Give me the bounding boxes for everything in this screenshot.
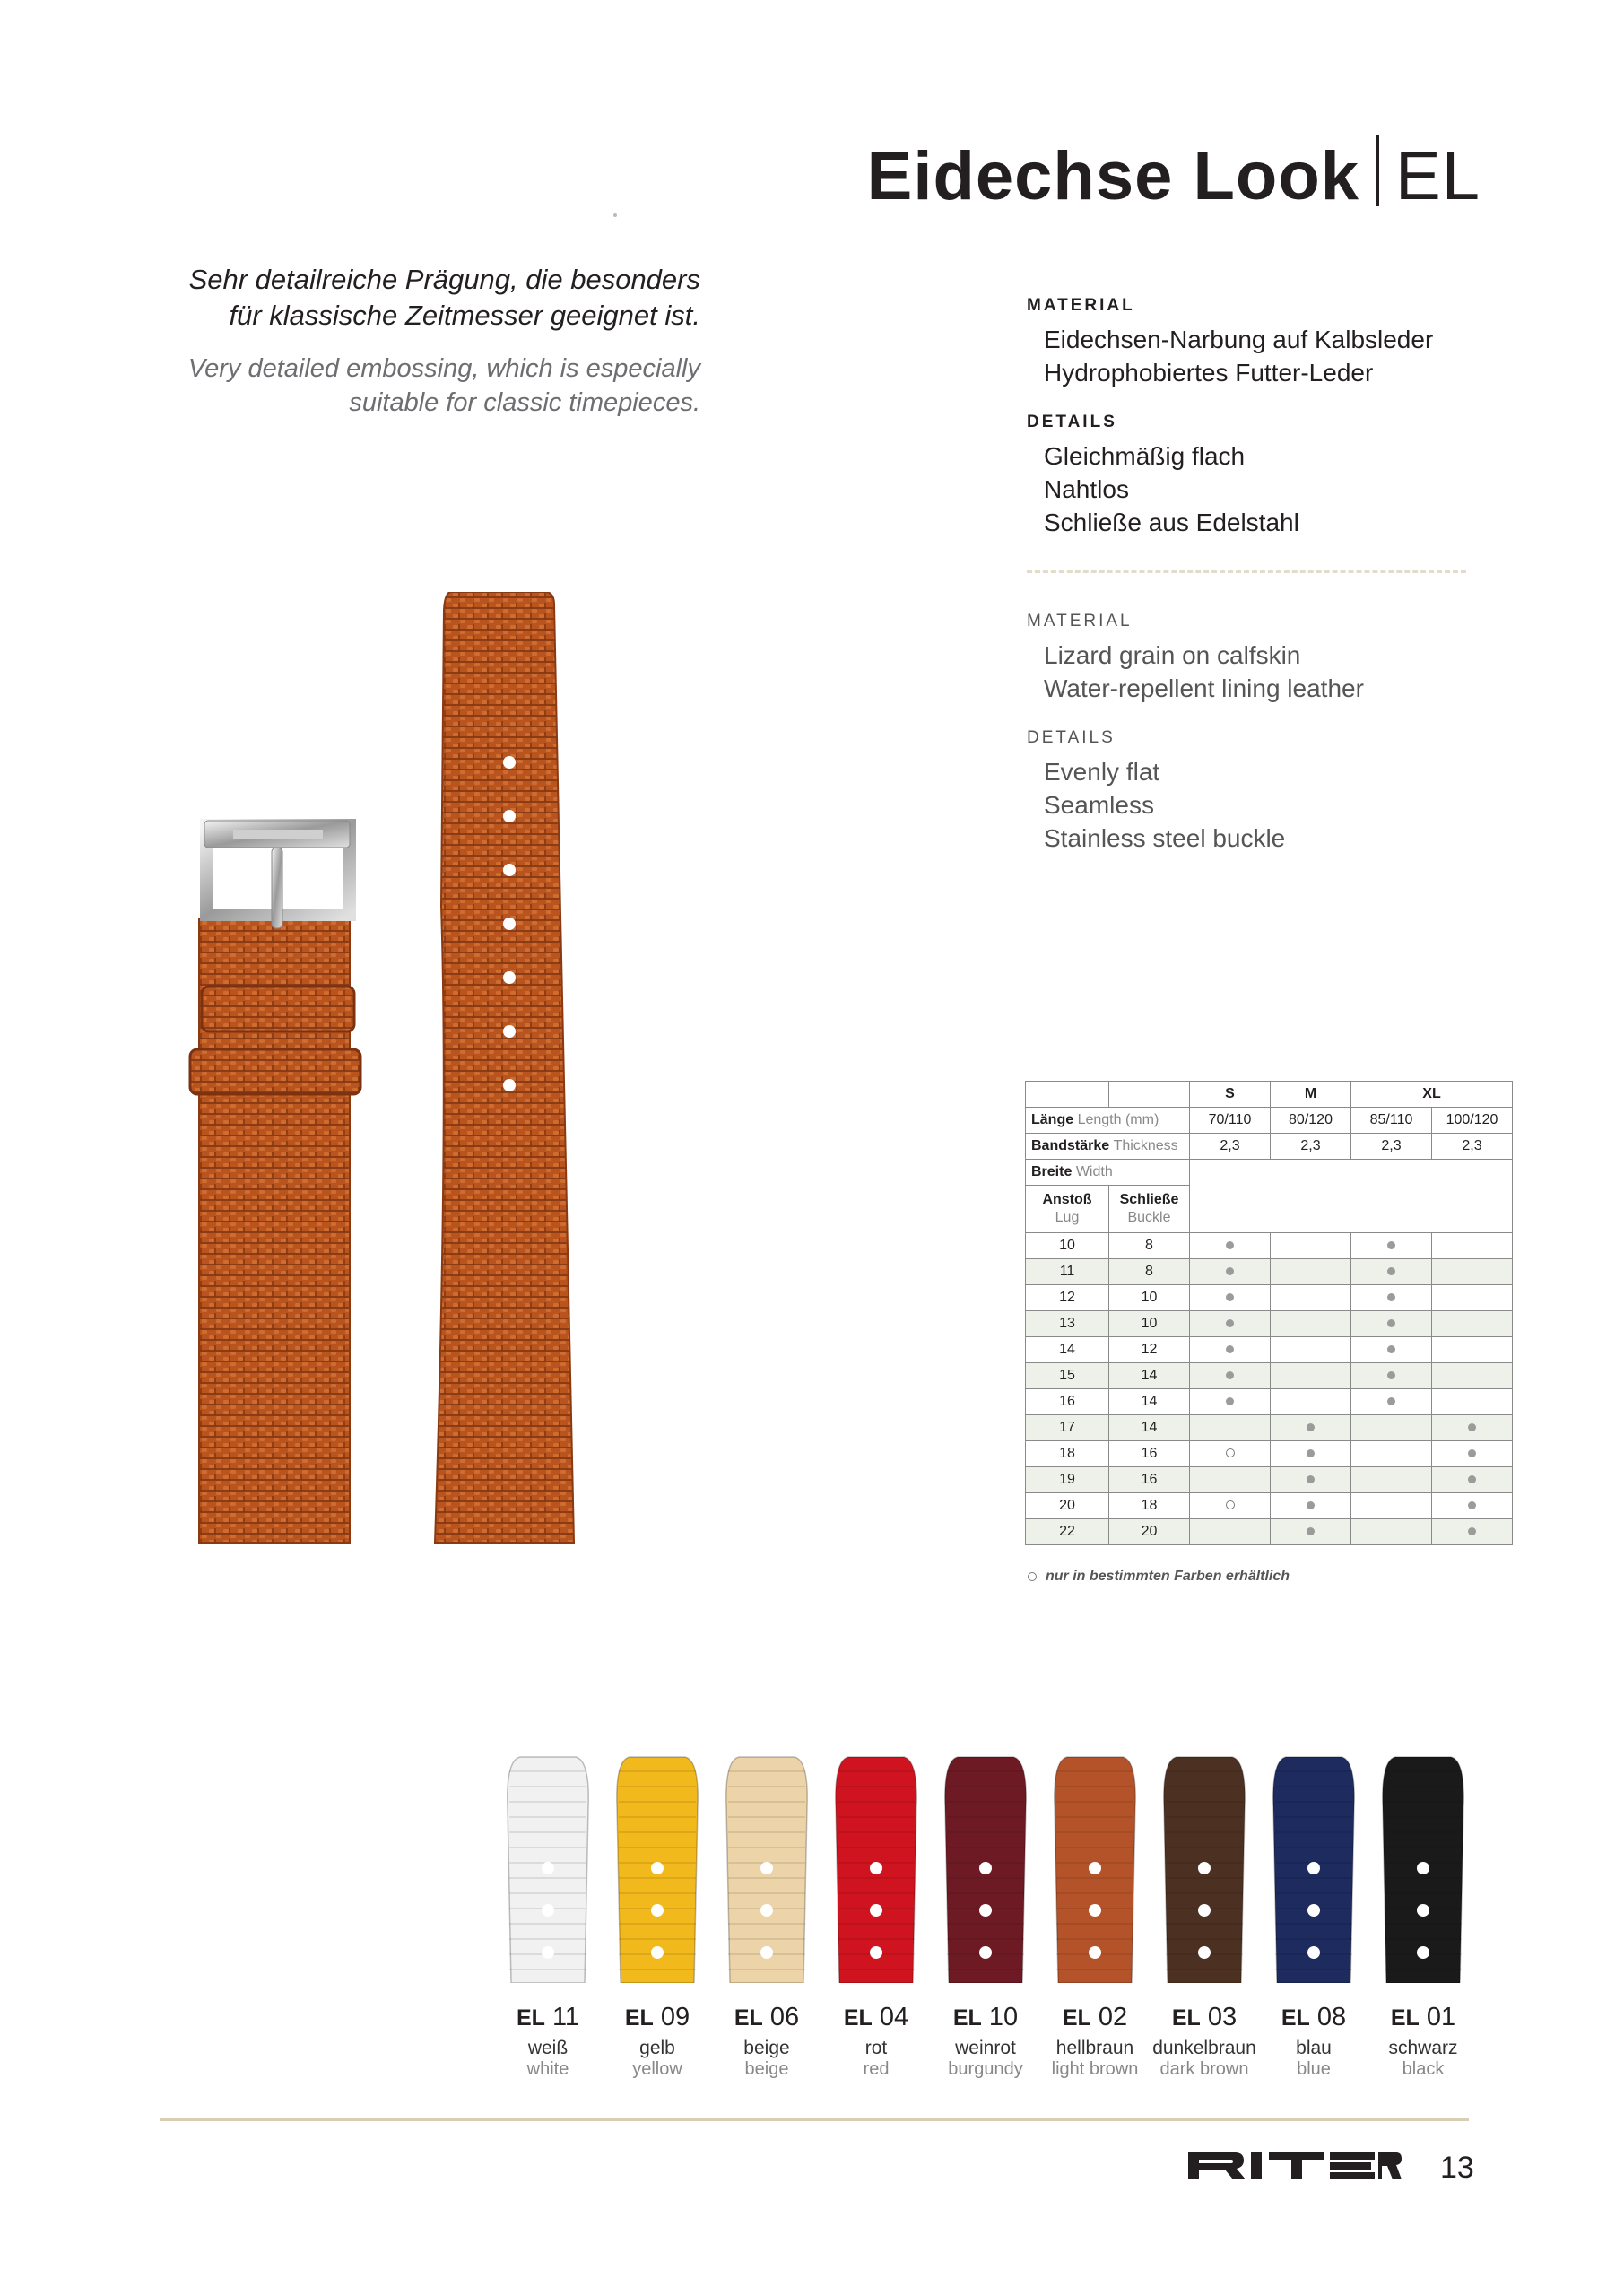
filled-dot-icon xyxy=(1387,1397,1395,1405)
size-header: M xyxy=(1271,1082,1351,1108)
strap-hole xyxy=(651,1946,664,1959)
filled-dot-icon xyxy=(1307,1475,1315,1483)
strap-swatch-image xyxy=(603,1753,712,1983)
availability-cell xyxy=(1190,1311,1271,1337)
availability-cell xyxy=(1432,1389,1513,1415)
size-header: S xyxy=(1190,1082,1271,1108)
length-value: 100/120 xyxy=(1432,1108,1513,1134)
size-rows xyxy=(1026,1233,1513,1545)
strap-hole xyxy=(651,1862,664,1874)
details-line: Schließe aus Edelstahl xyxy=(1044,509,1299,536)
strap-swatch-image xyxy=(493,1753,603,1983)
strap-hole xyxy=(542,1946,554,1959)
swatch-code: EL 10 xyxy=(952,2003,1019,2031)
swatch-code: EL 02 xyxy=(1062,2003,1128,2031)
availability-cell xyxy=(1271,1233,1351,1259)
filled-dot-icon xyxy=(1387,1241,1395,1249)
availability-cell xyxy=(1432,1311,1513,1337)
size-row xyxy=(1026,1441,1513,1467)
swatch-color-de: gelb xyxy=(639,2038,675,2058)
availability-cell xyxy=(1432,1493,1513,1519)
title-separator xyxy=(1376,135,1379,206)
swatch-color-en: black xyxy=(1402,2059,1445,2079)
swatch-color-de: schwarz xyxy=(1388,2038,1458,2058)
availability-cell xyxy=(1271,1311,1351,1337)
size-row xyxy=(1026,1363,1513,1389)
availability-cell xyxy=(1432,1259,1513,1285)
strap-hole xyxy=(870,1946,882,1959)
availability-cell xyxy=(1190,1363,1271,1389)
buckle-value: 16 xyxy=(1109,1467,1190,1493)
buckle-value: 8 xyxy=(1109,1233,1190,1259)
material-label: MATERIAL xyxy=(1027,296,1135,315)
footer-rule xyxy=(160,2118,1469,2121)
size-row xyxy=(1026,1259,1513,1285)
swatch-color-en: light brown xyxy=(1051,2059,1139,2079)
availability-cell xyxy=(1190,1337,1271,1363)
strap-hole xyxy=(1089,1946,1101,1959)
availability-cell xyxy=(1351,1311,1432,1337)
swatch-item xyxy=(1040,1753,1150,2080)
filled-dot-icon xyxy=(1226,1345,1234,1353)
filled-dot-icon xyxy=(1387,1345,1395,1353)
filled-dot-icon xyxy=(1226,1319,1234,1327)
buckle-value: 10 xyxy=(1109,1311,1190,1337)
swatch-color-en: red xyxy=(863,2059,890,2079)
swatch-color-de: weinrot xyxy=(955,2038,1016,2058)
intro-text xyxy=(126,262,700,420)
lug-value: 10 xyxy=(1026,1233,1109,1259)
availability-cell xyxy=(1190,1493,1271,1519)
size-row xyxy=(1026,1493,1513,1519)
availability-cell xyxy=(1432,1337,1513,1363)
size-row xyxy=(1026,1337,1513,1363)
availability-cell xyxy=(1271,1441,1351,1467)
material-line-en: Lizard grain on calfskin xyxy=(1044,641,1301,669)
swatch-color-en: white xyxy=(526,2059,569,2079)
filled-dot-icon xyxy=(1387,1371,1395,1379)
intro-en xyxy=(126,352,700,420)
intro-en-line: Very detailed embossing, which is especially xyxy=(187,354,700,383)
color-swatches xyxy=(493,1753,1471,2112)
swatch-code: EL 03 xyxy=(1171,2003,1238,2031)
swatch-color-de: blau xyxy=(1296,2038,1332,2058)
buckle-value: 10 xyxy=(1109,1285,1190,1311)
strap-swatch-image xyxy=(821,1753,931,1983)
availability-cell xyxy=(1271,1389,1351,1415)
strap-hole xyxy=(760,1946,773,1959)
section-divider xyxy=(1027,570,1466,573)
lug-header: Anstoß Lug xyxy=(1026,1186,1109,1233)
size-header: XL xyxy=(1351,1082,1513,1108)
strap-hole xyxy=(1417,1946,1429,1959)
filled-dot-icon xyxy=(1387,1267,1395,1275)
lug-value: 14 xyxy=(1026,1337,1109,1363)
lug-value: 15 xyxy=(1026,1363,1109,1389)
availability-cell xyxy=(1432,1441,1513,1467)
lug-value: 22 xyxy=(1026,1519,1109,1545)
availability-cell xyxy=(1351,1519,1432,1545)
filled-dot-icon xyxy=(1226,1397,1234,1405)
filled-dot-icon xyxy=(1468,1449,1476,1457)
availability-cell xyxy=(1351,1467,1432,1493)
swatch-item xyxy=(1150,1753,1259,2080)
open-circle-icon xyxy=(1226,1500,1235,1509)
buckle-value: 14 xyxy=(1109,1363,1190,1389)
availability-cell xyxy=(1432,1519,1513,1545)
filled-dot-icon xyxy=(1468,1475,1476,1483)
thickness-value: 2,3 xyxy=(1432,1134,1513,1160)
specs-german xyxy=(1027,296,1529,562)
swatch-code: EL 01 xyxy=(1390,2003,1456,2031)
filled-dot-icon xyxy=(1307,1527,1315,1535)
size-legend: nur in bestimmten Farben erhältlich xyxy=(1028,1569,1290,1585)
availability-cell xyxy=(1351,1363,1432,1389)
title-main: Eidechse Look xyxy=(866,138,1360,214)
open-circle-icon xyxy=(1226,1448,1235,1457)
availability-cell xyxy=(1190,1389,1271,1415)
swatch-color-en: burgundy xyxy=(948,2059,1023,2079)
length-value: 80/120 xyxy=(1271,1108,1351,1134)
swatch-item xyxy=(493,1753,603,2080)
strap-hole xyxy=(979,1904,992,1917)
strap-swatch-image xyxy=(1368,1753,1478,1983)
filled-dot-icon xyxy=(1468,1501,1476,1509)
decorative-dot xyxy=(613,213,617,217)
availability-cell xyxy=(1432,1285,1513,1311)
swatch-item xyxy=(712,1753,821,2080)
details-label-en: DETAILS xyxy=(1027,728,1116,747)
swatch-item xyxy=(1259,1753,1368,2080)
strap-hole xyxy=(979,1946,992,1959)
thickness-value: 2,3 xyxy=(1351,1134,1432,1160)
intro-en-line: suitable for classic timepieces. xyxy=(349,388,700,417)
swatch-item xyxy=(1368,1753,1478,2080)
swatch-item xyxy=(931,1753,1040,2080)
thickness-value: 2,3 xyxy=(1190,1134,1271,1160)
filled-dot-icon xyxy=(1226,1371,1234,1379)
page-title xyxy=(867,135,1481,215)
swatch-code: EL 09 xyxy=(624,2003,690,2031)
material-line: Hydrophobiertes Futter-Leder xyxy=(1044,359,1374,387)
availability-cell xyxy=(1432,1233,1513,1259)
swatch-code: EL 04 xyxy=(843,2003,909,2031)
filled-dot-icon xyxy=(1226,1241,1234,1249)
availability-cell xyxy=(1351,1415,1432,1441)
buckle-value: 14 xyxy=(1109,1415,1190,1441)
swatch-color-en: yellow xyxy=(632,2059,682,2079)
availability-cell xyxy=(1351,1337,1432,1363)
lug-value: 13 xyxy=(1026,1311,1109,1337)
strap-hole xyxy=(760,1904,773,1917)
swatch-color-de: hellbraun xyxy=(1055,2038,1134,2058)
lug-value: 16 xyxy=(1026,1389,1109,1415)
strap-swatch-image xyxy=(1259,1753,1368,1983)
length-value: 85/110 xyxy=(1351,1108,1432,1134)
swatch-code: EL 08 xyxy=(1281,2003,1347,2031)
specs-english xyxy=(1027,612,1529,878)
buckle-value: 16 xyxy=(1109,1441,1190,1467)
availability-cell xyxy=(1432,1415,1513,1441)
thickness-value: 2,3 xyxy=(1271,1134,1351,1160)
size-table xyxy=(1025,1081,1513,1545)
strap-hole xyxy=(1307,1904,1320,1917)
strap-hole xyxy=(870,1862,882,1874)
strap-hole xyxy=(1089,1904,1101,1917)
availability-cell xyxy=(1271,1363,1351,1389)
swatch-item xyxy=(603,1753,712,2080)
availability-cell xyxy=(1432,1467,1513,1493)
intro-de xyxy=(126,262,700,334)
strap-hole xyxy=(1089,1862,1101,1874)
filled-dot-icon xyxy=(1307,1449,1315,1457)
strap-hole xyxy=(1198,1862,1211,1874)
material-label-en: MATERIAL xyxy=(1027,612,1133,631)
filled-dot-icon xyxy=(1307,1501,1315,1509)
strap-swatch-image xyxy=(931,1753,1040,1983)
strap-hole xyxy=(870,1904,882,1917)
availability-cell xyxy=(1351,1493,1432,1519)
availability-cell xyxy=(1351,1259,1432,1285)
strap-hole xyxy=(542,1904,554,1917)
details-line-en: Evenly flat xyxy=(1044,758,1160,786)
size-row xyxy=(1026,1519,1513,1545)
availability-cell xyxy=(1271,1285,1351,1311)
availability-cell xyxy=(1351,1233,1432,1259)
filled-dot-icon xyxy=(1387,1319,1395,1327)
strap-hole xyxy=(760,1862,773,1874)
page-number: 13 xyxy=(1440,2151,1474,2185)
intro-de-line: Sehr detailreiche Prägung, die besonders xyxy=(188,264,700,295)
width-label: Breite Width xyxy=(1026,1160,1190,1186)
availability-cell xyxy=(1190,1233,1271,1259)
strap-product-image xyxy=(179,592,610,1561)
strap-swatch-image xyxy=(1150,1753,1259,1983)
title-code: EL xyxy=(1395,138,1481,214)
availability-cell xyxy=(1190,1441,1271,1467)
lug-value: 18 xyxy=(1026,1441,1109,1467)
strap-hole xyxy=(651,1904,664,1917)
swatch-color-en: blue xyxy=(1297,2059,1331,2079)
strap-hole xyxy=(1417,1862,1429,1874)
swatch-color-de: rot xyxy=(864,2038,888,2058)
filled-dot-icon xyxy=(1226,1293,1234,1301)
buckle-value: 14 xyxy=(1109,1389,1190,1415)
swatch-item xyxy=(821,1753,931,2080)
lug-value: 17 xyxy=(1026,1415,1109,1441)
buckle-header: Schließe Buckle xyxy=(1109,1186,1190,1233)
strap-hole xyxy=(1417,1904,1429,1917)
buckle-value: 8 xyxy=(1109,1259,1190,1285)
availability-cell xyxy=(1190,1415,1271,1441)
lug-value: 20 xyxy=(1026,1493,1109,1519)
availability-cell xyxy=(1190,1519,1271,1545)
availability-cell xyxy=(1271,1467,1351,1493)
lug-value: 11 xyxy=(1026,1259,1109,1285)
buckle-value: 18 xyxy=(1109,1493,1190,1519)
material-line-en: Water-repellent lining leather xyxy=(1044,674,1364,702)
details-line: Nahtlos xyxy=(1044,475,1129,503)
swatch-color-de: beige xyxy=(743,2038,790,2058)
availability-cell xyxy=(1432,1363,1513,1389)
strap-hole xyxy=(1198,1904,1211,1917)
filled-dot-icon xyxy=(1226,1267,1234,1275)
availability-cell xyxy=(1271,1337,1351,1363)
availability-cell xyxy=(1351,1389,1432,1415)
details-line-en: Seamless xyxy=(1044,791,1154,819)
availability-cell xyxy=(1351,1285,1432,1311)
strap-hole xyxy=(542,1862,554,1874)
length-value: 70/110 xyxy=(1190,1108,1271,1134)
swatch-code: EL 11 xyxy=(516,2003,580,2031)
filled-dot-icon xyxy=(1468,1423,1476,1431)
open-circle-icon xyxy=(1028,1572,1037,1581)
swatch-code: EL 06 xyxy=(734,2003,800,2031)
size-row xyxy=(1026,1233,1513,1259)
size-row xyxy=(1026,1467,1513,1493)
availability-cell xyxy=(1271,1493,1351,1519)
strap-hole xyxy=(979,1862,992,1874)
swatch-color-de: weiß xyxy=(527,2038,569,2058)
lug-value: 12 xyxy=(1026,1285,1109,1311)
availability-cell xyxy=(1190,1285,1271,1311)
availability-cell xyxy=(1351,1441,1432,1467)
intro-de-line: für klassische Zeitmesser geeignet ist. xyxy=(229,300,700,331)
buckle-value: 20 xyxy=(1109,1519,1190,1545)
details-label: DETAILS xyxy=(1027,413,1117,431)
strap-swatch-image xyxy=(1040,1753,1150,1983)
size-row xyxy=(1026,1415,1513,1441)
strap-hole xyxy=(1307,1862,1320,1874)
availability-cell xyxy=(1271,1259,1351,1285)
availability-cell xyxy=(1271,1519,1351,1545)
buckle-value: 12 xyxy=(1109,1337,1190,1363)
thickness-label: Bandstärke Thickness xyxy=(1026,1134,1190,1160)
size-row xyxy=(1026,1389,1513,1415)
availability-cell xyxy=(1271,1415,1351,1441)
swatch-color-en: beige xyxy=(744,2059,789,2079)
swatch-color-en: dark brown xyxy=(1159,2059,1249,2079)
swatch-color-de: dunkelbraun xyxy=(1152,2038,1256,2058)
details-line-en: Stainless steel buckle xyxy=(1044,824,1286,852)
availability-cell xyxy=(1190,1467,1271,1493)
length-label: Länge Length (mm) xyxy=(1026,1108,1190,1134)
filled-dot-icon xyxy=(1307,1423,1315,1431)
availability-cell xyxy=(1190,1259,1271,1285)
size-row xyxy=(1026,1311,1513,1337)
material-line: Eidechsen-Narbung auf Kalbsleder xyxy=(1044,326,1434,353)
brand-logo xyxy=(1188,2152,1402,2184)
size-row xyxy=(1026,1285,1513,1311)
filled-dot-icon xyxy=(1387,1293,1395,1301)
strap-swatch-image xyxy=(712,1753,821,1983)
details-line: Gleichmäßig flach xyxy=(1044,442,1246,470)
filled-dot-icon xyxy=(1468,1527,1476,1535)
lug-value: 19 xyxy=(1026,1467,1109,1493)
strap-hole xyxy=(1307,1946,1320,1959)
strap-hole xyxy=(1198,1946,1211,1959)
